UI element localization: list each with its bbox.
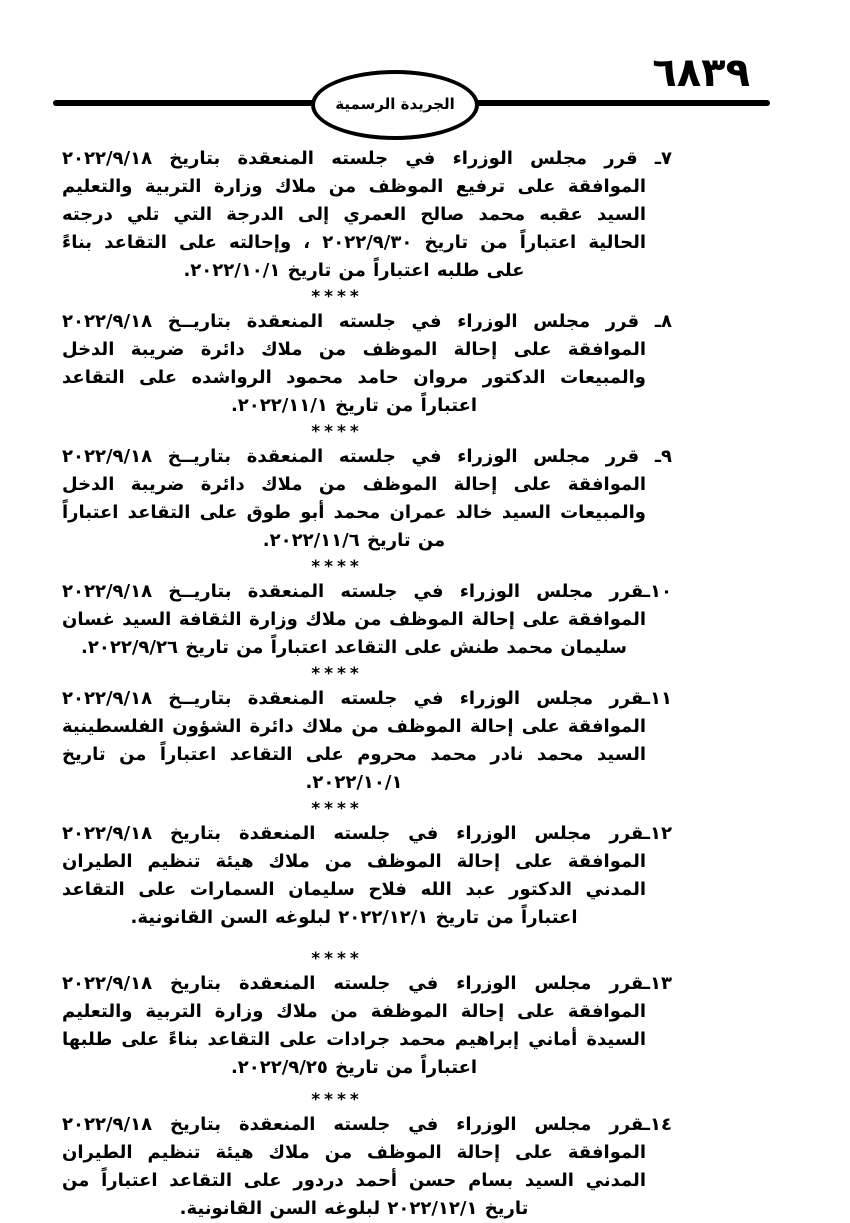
separator: **** xyxy=(311,949,363,969)
separator: **** xyxy=(311,664,363,684)
gazette-title: الجريدة الرسمية xyxy=(335,95,455,113)
gazette-title-ellipse xyxy=(311,70,479,140)
decree-item xyxy=(62,685,672,819)
decree-paragraph: ٧ـ قرر مجلس الوزراء في جلسته المنعقدة بتاريخ ٢٠٢٢/٩/١٨ الموافقة على ترفيع الموظف من ملاك وزارة التربية والتعليم السيد عقبه محمد صالح العمري إلى الدرجة التي تلي درجته الحالية اعتباراً من تاريخ ٢٠٢٢/٩/٣٠ ، وإحالته على التقاعد بناءً على طلبه اعتباراً من تاريخ ٢٠٢٢/١٠/١. xyxy=(62,148,672,281)
decree-paragraph: ١٣ـقرر مجلس الوزراء في جلسته المنعقدة بتاريخ ٢٠٢٢/٩/١٨ الموافقة على إحالة الموظفة من ملاك وزارة التربية والتعليم السيدة أماني إبراهيم محمد جرادات على التقاعد بناءً على طلبها اعتباراً من تاريخ ٢٠٢٢/٩/٢٥. xyxy=(62,973,672,1078)
separator: **** xyxy=(311,422,363,442)
decree-paragraph: ١٢ـقرر مجلس الوزراء في جلسته المنعقدة بتاريخ ٢٠٢٢/٩/١٨ الموافقة على إحالة الموظف من ملاك هيئة تنظيم الطيران المدني الدكتور عبد الله فلاح سليمان السمارات على التقاعد اعتباراً من تاريخ ٢٠٢٢/١٢/١ لبلوغه السن القانونية. xyxy=(62,823,672,928)
separator: **** xyxy=(311,799,363,819)
decree-item xyxy=(62,1111,672,1223)
decree-list xyxy=(62,145,672,1223)
decree-item xyxy=(62,820,672,969)
decree-item xyxy=(62,578,672,684)
page-number: ٦٨٣٩ xyxy=(652,50,750,96)
decree-paragraph: ١٠ـقرر مجلس الوزراء في جلسته المنعقدة بتاريــخ ٢٠٢٢/٩/١٨ الموافقة على إحالة الموظف من ملاك وزارة الثقافة السيد غسان سليمان محمد طنش على التقاعد اعتباراً من تاريخ ٢٠٢٢/٩/٢٦. xyxy=(62,581,672,658)
decree-item xyxy=(62,145,672,307)
decree-paragraph: ١١ـقرر مجلس الوزراء في جلسته المنعقدة بتاريــخ ٢٠٢٢/٩/١٨ الموافقة على إحالة الموظف من ملاك دائرة الشؤون الفلسطينية السيد محمد نادر محمد محروم على التقاعد اعتباراً من تاريخ ٢٠٢٢/١٠/١. xyxy=(62,688,672,793)
decree-paragraph: ٨ـ قرر مجلس الوزراء في جلسته المنعقدة بتاريــخ ٢٠٢٢/٩/١٨ الموافقة على إحالة الموظف من ملاك دائرة ضريبة الدخل والمبيعات الدكتور مروان حامد محمود الرواشده على التقاعد اعتباراً من تاريخ ٢٠٢٢/١١/١. xyxy=(62,311,672,416)
separator: **** xyxy=(311,1090,363,1110)
decree-paragraph: ١٤ـقرر مجلس الوزراء في جلسته المنعقدة بتاريخ ٢٠٢٢/٩/١٨ الموافقة على إحالة الموظف من ملاك هيئة تنظيم الطيران المدني السيد بسام حسن أحمد دردور على التقاعد اعتباراً من تاريخ ٢٠٢٢/١٢/١ لبلوغه السن القانونية. xyxy=(62,1114,672,1219)
decree-item xyxy=(62,443,672,577)
separator: **** xyxy=(311,287,363,307)
decree-paragraph: ٩ـ قرر مجلس الوزراء في جلسته المنعقدة بتاريــخ ٢٠٢٢/٩/١٨ الموافقة على إحالة الموظف من ملاك دائرة ضريبة الدخل والمبيعات السيد خالد عمران محمد أبو طوق على التقاعد اعتباراً من تاريخ ٢٠٢٢/١١/٦. xyxy=(62,446,672,551)
separator: **** xyxy=(311,557,363,577)
decree-item xyxy=(62,308,672,442)
decree-item xyxy=(62,970,672,1110)
